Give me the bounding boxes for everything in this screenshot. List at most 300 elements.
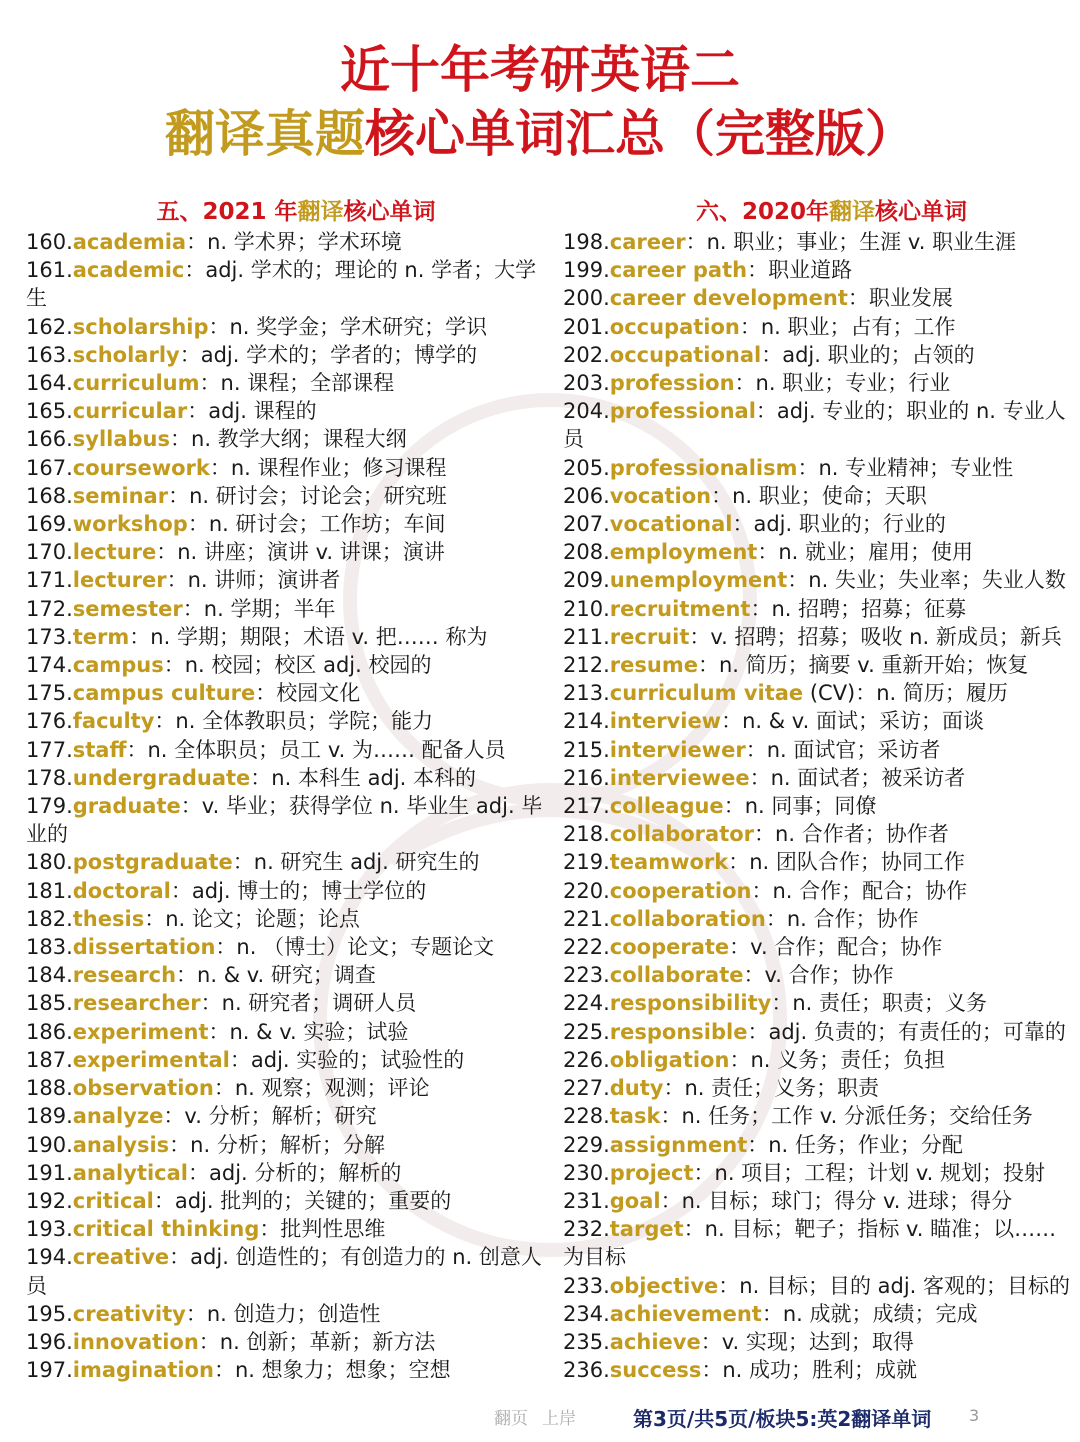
word-entry (563, 1074, 1080, 1102)
entry-number: 229. (563, 1132, 610, 1157)
entry-number: 163. (26, 342, 73, 367)
entry-separator: ： (771, 991, 793, 1016)
entry-definition: n. 研究者；调研人员 (221, 991, 417, 1016)
entry-number: 224. (563, 991, 610, 1016)
word-entry (563, 905, 1080, 933)
entry-separator: ： (169, 1245, 191, 1270)
entry-definition: n. 观察；观测；评论 (234, 1076, 430, 1101)
entry-word: creativity (72, 1301, 186, 1326)
entry-number: 203. (563, 371, 610, 396)
entry-separator: ： (169, 1132, 191, 1157)
word-entry (563, 313, 1080, 341)
entry-definition: adj. 专业的；职业的 n. 专业人 (776, 399, 1066, 424)
word-entry (26, 933, 546, 961)
entry-word: experimental (72, 1047, 230, 1072)
entry-word: critical thinking (72, 1217, 260, 1242)
entry-separator: ： (757, 540, 779, 565)
entry-separator: ： (186, 230, 208, 254)
title-gold-part: 翻译真题 (165, 105, 365, 163)
entry-word: curriculum vitae (609, 681, 804, 706)
right-column (563, 196, 1080, 1384)
entry-number: 212. (563, 653, 610, 678)
entry-word: interview (609, 709, 722, 734)
word-entry (563, 397, 1080, 425)
entry-separator: ： (855, 681, 877, 706)
entry-definition: n. 招聘；招募；征募 (771, 596, 967, 621)
entry-definition: adj. 职业的；行业的 (753, 512, 946, 537)
entry-definition: n. 项目；工程；计划 v. 规划；投射 (714, 1160, 1045, 1185)
entry-definition: n. 同事；同僚 (744, 794, 877, 819)
entry-separator: ： (693, 1160, 715, 1185)
entry-word: collaboration (609, 906, 766, 931)
entry-separator: ： (185, 1301, 207, 1326)
entry-separator: ： (660, 1104, 682, 1129)
entry-number: 191. (26, 1160, 73, 1185)
entry-definition: 批判性思维 (280, 1217, 386, 1242)
entry-separator: ： (723, 794, 745, 819)
entry-definition: n. 课程作业；修习课程 (230, 455, 447, 480)
entry-separator: ： (751, 878, 773, 903)
entry-definition: n. 合作；协作 (786, 906, 919, 931)
entry-definition: n. 研讨会；讨论会；研究班 (189, 483, 447, 508)
entry-separator: ： (761, 1301, 783, 1326)
entry-separator: ： (208, 314, 230, 339)
entry-abbreviation: (CV) (803, 681, 856, 706)
entry-separator: ： (765, 906, 787, 931)
entry-word: critical (72, 1188, 154, 1213)
word-entry (26, 1159, 546, 1187)
entry-word: goal (609, 1188, 661, 1213)
entry-separator: ： (728, 850, 750, 875)
word-list-2020 (563, 228, 1080, 1384)
word-entry (563, 877, 1080, 905)
entry-definition: n. 教学大纲；课程大纲 (191, 427, 407, 452)
entry-number: 223. (563, 963, 610, 988)
entry-word: resume (609, 653, 698, 678)
entry-number: 168. (26, 483, 73, 508)
entry-number: 175. (26, 681, 73, 706)
word-entry (26, 1131, 546, 1159)
word-entry (26, 989, 546, 1017)
entry-separator: ： (697, 653, 719, 678)
left-column (26, 196, 546, 1384)
word-entry (26, 595, 546, 623)
entry-definition: n. 成功；胜利；成就 (722, 1358, 918, 1383)
entry-definition-continuation: 为目标 (563, 1245, 626, 1270)
entry-word: academic (72, 258, 185, 283)
entry-number: 228. (563, 1104, 610, 1129)
entry-separator: ： (743, 963, 765, 988)
entry-word: thesis (72, 906, 145, 931)
word-entry (563, 679, 1080, 707)
entry-separator: ： (718, 1273, 740, 1298)
entry-word: academia (72, 230, 187, 254)
entry-word: responsibility (609, 991, 772, 1016)
entry-number: 162. (26, 314, 73, 339)
word-entry (26, 566, 546, 594)
entry-definition: n. 全体教职员；学院；能力 (175, 709, 434, 734)
word-entry (26, 707, 546, 735)
entry-separator: ： (689, 624, 711, 649)
entry-definition: v. 招聘；招募；吸收 n. 新成员；新兵 (710, 624, 1062, 649)
entry-word: creative (72, 1245, 170, 1270)
entry-number: 188. (26, 1076, 73, 1101)
word-entry (563, 341, 1080, 369)
entry-word: dissertation (72, 935, 216, 960)
entry-word: achievement (609, 1301, 762, 1326)
entry-definition: n. 面试者；被采访者 (770, 765, 966, 790)
entry-word: target (609, 1217, 684, 1242)
word-entry (563, 1159, 1080, 1187)
entry-word: collaborator (609, 822, 755, 847)
entry-number: 179. (26, 794, 73, 819)
entry-separator: ： (685, 230, 707, 254)
entry-number: 217. (563, 794, 610, 819)
entry-separator: ： (734, 371, 756, 396)
entry-number: 226. (563, 1047, 610, 1072)
entry-number: 176. (26, 709, 73, 734)
entry-definition: n. 分析；解析；分解 (190, 1132, 385, 1157)
entry-word: responsible (609, 1019, 748, 1044)
word-entry (26, 1328, 546, 1356)
word-entry (563, 764, 1080, 792)
entry-separator: ： (156, 540, 178, 565)
word-entry (563, 566, 1080, 594)
entry-number: 161. (26, 258, 73, 283)
entry-separator: ： (787, 568, 809, 593)
word-entry (26, 1215, 546, 1243)
entry-definition: 职业道路 (768, 258, 853, 283)
entry-separator: ： (250, 765, 272, 790)
entry-number: 208. (563, 540, 610, 565)
entry-definition: n. 职业；事业；生涯 v. 职业生涯 (706, 230, 1017, 254)
entry-separator: ： (188, 1160, 209, 1185)
section-heading-gold: 翻译 (829, 199, 875, 225)
entry-separator: ： (187, 399, 209, 424)
entry-word: faculty (72, 709, 155, 734)
entry-number: 199. (563, 258, 610, 283)
entry-definition: 校园文化 (276, 681, 361, 706)
word-entry (563, 848, 1080, 876)
entry-number: 189. (26, 1104, 73, 1129)
entry-number: 210. (563, 596, 610, 621)
entry-number: 167. (26, 455, 73, 480)
entry-definition: n. 失业；失业率；失业人数 (808, 568, 1066, 593)
word-entry (563, 1215, 1080, 1243)
entry-number: 202. (563, 342, 610, 367)
entry-number: 213. (563, 681, 610, 706)
entry-word: researcher (72, 991, 201, 1016)
entry-definition: n. 职业；专业；行业 (755, 371, 951, 396)
entry-definition: adj. 学术的；理论的 n. 学者；大学生 (26, 258, 537, 311)
entry-word: semester (72, 596, 183, 621)
section-heading-label: 核心单词 (875, 199, 967, 225)
word-entry (26, 848, 546, 876)
word-entry (26, 482, 546, 510)
word-list-2021 (26, 228, 546, 1384)
word-entry (26, 538, 546, 566)
entry-number: 209. (563, 568, 610, 593)
entry-number: 190. (26, 1132, 73, 1157)
entry-separator: ： (153, 1188, 175, 1213)
word-entry (563, 1102, 1080, 1130)
entry-number: 165. (26, 399, 73, 424)
entry-separator: ： (711, 483, 733, 508)
word-entry (563, 623, 1080, 651)
entry-definition: n. 讲座；演讲 v. 讲课；演讲 (177, 540, 445, 565)
entry-number: 204. (563, 399, 610, 424)
word-entry (26, 313, 546, 341)
entry-word: term (72, 624, 130, 649)
entry-definition: v. 分析；解析；研究 (184, 1104, 377, 1129)
entry-definition: n. & v. 研究；调查 (197, 963, 376, 988)
entry-word: syllabus (72, 427, 171, 452)
entry-number: 177. (26, 737, 73, 762)
word-entry (26, 905, 546, 933)
entry-definition: n. （博士）论文；专题论文 (236, 935, 495, 960)
entry-separator: ： (166, 568, 188, 593)
entry-word: campus (72, 653, 164, 678)
word-entry (26, 454, 546, 482)
entry-word: teamwork (609, 850, 729, 875)
entry-number: 230. (563, 1160, 610, 1185)
word-entry (563, 1187, 1080, 1215)
entry-separator: ： (747, 258, 769, 283)
word-entry (563, 1018, 1080, 1046)
entry-word: career development (609, 286, 848, 311)
entry-definition: v. 毕业；获得学位 n. 毕业生 adj. 毕业的 (26, 794, 543, 847)
entry-definition: n. 研究生 adj. 研究生的 (253, 850, 480, 875)
entry-separator: ： (761, 342, 783, 367)
entry-definition: n. 任务；工作 v. 分派任务；交给任务 (681, 1104, 1033, 1129)
entry-definition: n. 创新；革新；新方法 (219, 1329, 436, 1354)
entry-separator: ： (747, 1132, 769, 1157)
entry-separator: ： (729, 1047, 751, 1072)
entry-definition: n. 专业精神；专业性 (818, 455, 1014, 480)
word-entry (563, 1300, 1080, 1328)
entry-number: 166. (26, 427, 73, 452)
entry-word: recruitment (609, 596, 751, 621)
entry-number: 214. (563, 709, 610, 734)
word-entry (563, 1272, 1080, 1300)
entry-definition: adj. 学术的；学者的；博学的 (200, 342, 478, 367)
entry-definition: n. 校园；校区 adj. 校园的 (184, 653, 432, 678)
entry-definition: n. 成就；成绩；完成 (782, 1301, 978, 1326)
entry-separator: ： (180, 794, 202, 819)
entry-definition: n. 创造力；创造性 (206, 1301, 381, 1326)
entry-definition: n. 责任；职责；义务 (792, 991, 987, 1016)
entry-word: collaborate (609, 963, 744, 988)
entry-separator: ： (747, 1019, 769, 1044)
entry-word: interviewee (609, 765, 750, 790)
entry-number: 207. (563, 512, 610, 537)
word-entry (563, 538, 1080, 566)
entry-word: career path (609, 258, 748, 283)
entry-word: workshop (72, 512, 188, 537)
entry-separator: ： (255, 681, 277, 706)
entry-word: vocation (609, 483, 712, 508)
entry-definition: n. 简历；履历 (876, 681, 1008, 706)
entry-number: 193. (26, 1217, 73, 1242)
entry-number: 221. (563, 906, 610, 931)
entry-word: task (609, 1104, 661, 1129)
word-entry (26, 397, 546, 425)
word-entry (26, 679, 546, 707)
word-entry (26, 961, 546, 989)
word-entry (563, 1356, 1080, 1384)
entry-word: colleague (609, 794, 724, 819)
entry-word: staff (72, 737, 127, 762)
entry-separator: ： (179, 342, 201, 367)
entry-definition: n. 职业；占有；工作 (760, 314, 956, 339)
next-page-link[interactable]: 上岸 (542, 1409, 576, 1429)
entry-word: assignment (609, 1132, 748, 1157)
entry-word: occupation (609, 314, 740, 339)
entry-number: 195. (26, 1301, 73, 1326)
entry-separator: ： (163, 653, 185, 678)
entry-definition: n. 研讨会；工作坊；车间 (208, 512, 446, 537)
entry-definition: n. 目标；靶子；指标 v. 瞄准；以…… (704, 1217, 1057, 1242)
entry-separator: ： (170, 427, 192, 452)
entry-separator: ： (754, 822, 776, 847)
entry-definition: adj. 博士的；博士学位的 (191, 878, 427, 903)
prev-page-link[interactable]: 翻页 (494, 1409, 528, 1429)
word-entry (563, 284, 1080, 312)
word-entry (563, 820, 1080, 848)
entry-number: 172. (26, 596, 73, 621)
entry-number: 173. (26, 624, 73, 649)
entry-word: recruit (609, 624, 690, 649)
entry-definition: n. 奖学金；学术研究；学识 (229, 314, 488, 339)
entry-word: imagination (72, 1358, 214, 1383)
word-entry (563, 989, 1080, 1017)
entry-word: obligation (609, 1047, 730, 1072)
entry-number: 196. (26, 1329, 73, 1354)
word-entry (26, 651, 546, 679)
entry-number: 215. (563, 737, 610, 762)
entry-separator: ： (187, 512, 209, 537)
entry-definition: n. 义务；责任；负担 (750, 1047, 946, 1072)
entry-definition: n. 想象力；想象；空想 (234, 1358, 451, 1383)
entry-number: 174. (26, 653, 73, 678)
entry-separator: ： (144, 906, 166, 931)
word-entry (26, 764, 546, 792)
word-entry (563, 961, 1080, 989)
entry-word: scholarship (72, 314, 209, 339)
entry-word: scholarly (72, 342, 180, 367)
section-heading-label: 核心单词 (343, 199, 436, 225)
entry-separator: ： (700, 1329, 722, 1354)
footer-nav (494, 1404, 590, 1429)
section-heading-gold: 翻译 (297, 199, 344, 225)
entry-word: undergraduate (72, 765, 251, 790)
entry-separator: ： (847, 286, 869, 311)
word-entry (563, 228, 1080, 256)
entry-definition: n. 学期；期限；术语 v. 把…… 称为 (150, 624, 488, 649)
entry-separator: ： (163, 1104, 185, 1129)
word-entry (26, 228, 546, 256)
entry-definition: n. 简历；摘要 v. 重新开始；恢复 (718, 653, 1029, 678)
word-entry (563, 1131, 1080, 1159)
entry-number: 225. (563, 1019, 610, 1044)
entry-word: cooperate (609, 935, 730, 960)
entry-word: seminar (72, 483, 169, 508)
word-entry (26, 256, 546, 312)
entry-separator: ： (215, 935, 237, 960)
entry-number: 222. (563, 935, 610, 960)
entry-number: 227. (563, 1076, 610, 1101)
entry-word: doctoral (72, 878, 171, 903)
word-entry (563, 1046, 1080, 1074)
word-entry (26, 792, 546, 848)
word-entry (26, 341, 546, 369)
entry-separator: ： (739, 314, 761, 339)
entry-number: 216. (563, 765, 610, 790)
entry-definition: n. 面试官；采访者 (766, 737, 941, 762)
word-entry (563, 736, 1080, 764)
entry-number: 234. (563, 1301, 610, 1326)
word-entry (26, 369, 546, 397)
entry-word: experiment (72, 1019, 209, 1044)
entry-word: unemployment (609, 568, 788, 593)
section-heading-2021 (26, 196, 546, 228)
entry-word: objective (609, 1273, 719, 1298)
entry-number: 218. (563, 822, 610, 847)
word-entry (26, 623, 546, 651)
entry-definition: n. & v. 实验；试验 (229, 1019, 409, 1044)
entry-word: innovation (72, 1329, 199, 1354)
entry-definition: adj. 批判的；关键的；重要的 (174, 1188, 452, 1213)
entry-separator: ： (729, 935, 751, 960)
entry-separator: ： (213, 1076, 235, 1101)
entry-word: success (609, 1358, 702, 1383)
entry-separator: ： (168, 483, 190, 508)
word-entry (26, 425, 546, 453)
word-entry (563, 510, 1080, 538)
entry-number: 185. (26, 991, 73, 1016)
footer-page-info: 第3页/共5页/板块5:英2翻译单词 (633, 1407, 932, 1431)
entry-number: 220. (563, 878, 610, 903)
entry-word: lecture (72, 540, 157, 565)
word-entry (26, 1243, 546, 1299)
page-title-line2 (0, 104, 1080, 164)
entry-definition: n. 全体职员；员工 v. 为…… 配备人员 (147, 737, 506, 762)
entry-definition: n. 讲师；演讲者 (187, 568, 341, 593)
section-heading-label: 六、2020年 (695, 199, 829, 225)
entry-separator: ： (208, 1019, 230, 1044)
entry-definition: adj. 课程的 (208, 399, 317, 424)
word-entry (563, 256, 1080, 284)
entry-definition: n. 任务；作业；分配 (768, 1132, 963, 1157)
word-entry (26, 510, 546, 538)
title-red-part: 核心单词汇总（完整版） (365, 105, 915, 163)
entry-word: analytical (72, 1160, 188, 1185)
entry-separator: ： (660, 1188, 682, 1213)
entry-number: 183. (26, 935, 73, 960)
entry-word: profession (609, 371, 735, 396)
entry-number: 236. (563, 1358, 610, 1383)
entry-number: 219. (563, 850, 610, 875)
entry-number: 205. (563, 455, 610, 480)
entry-definition: n. 目标；球门；得分 v. 进球；得分 (681, 1188, 1013, 1213)
entry-number: 206. (563, 483, 610, 508)
entry-number: 178. (26, 765, 73, 790)
entry-word: occupational (609, 342, 762, 367)
entry-number: 164. (26, 371, 73, 396)
entry-number: 231. (563, 1188, 610, 1213)
entry-word: curriculum (72, 371, 200, 396)
entry-definition-continuation: 员 (563, 427, 584, 452)
